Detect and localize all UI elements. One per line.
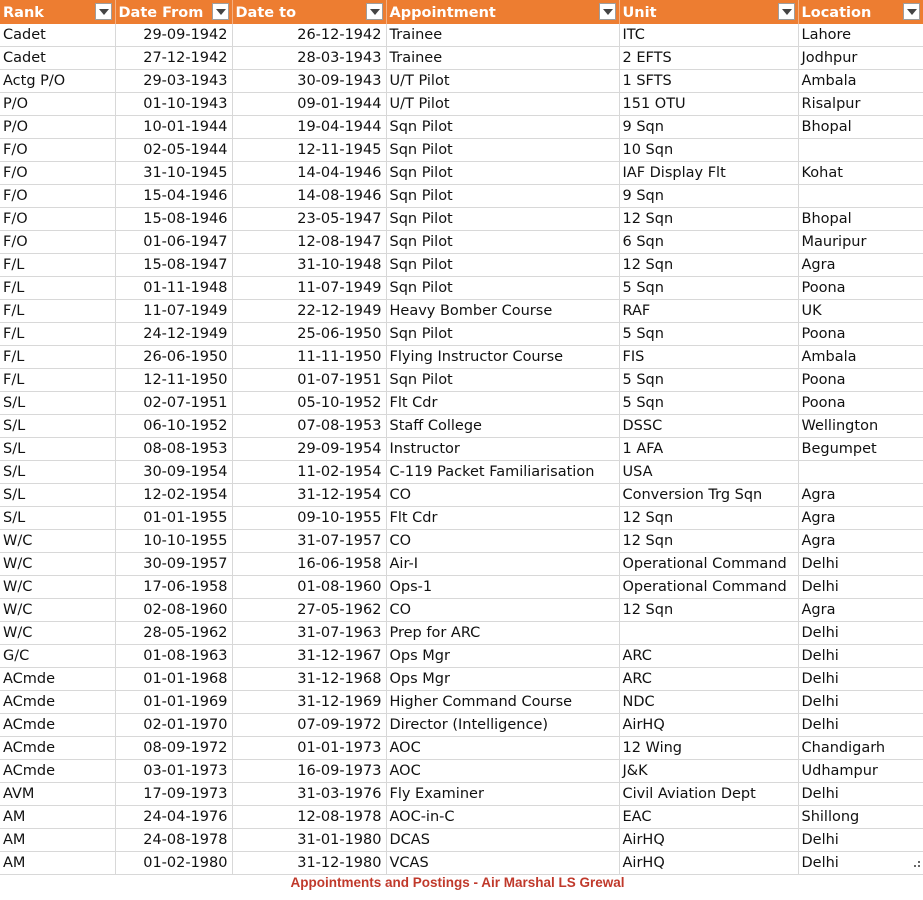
cell-date-to[interactable]: 16-06-1958 bbox=[232, 553, 386, 576]
cell-rank[interactable]: AM bbox=[0, 806, 115, 829]
cell-date-to[interactable]: 16-09-1973 bbox=[232, 760, 386, 783]
cell-appointment[interactable]: Sqn Pilot bbox=[386, 185, 619, 208]
cell-date-to[interactable]: 28-03-1943 bbox=[232, 47, 386, 70]
table-row bbox=[0, 300, 923, 323]
cell-location[interactable]: Agra bbox=[798, 254, 923, 277]
cell-location[interactable] bbox=[798, 185, 923, 208]
cell-rank[interactable]: F/O bbox=[0, 162, 115, 185]
cell-rank[interactable]: W/C bbox=[0, 622, 115, 645]
cell-unit[interactable]: AirHQ bbox=[619, 714, 798, 737]
cell-rank[interactable]: ACmde bbox=[0, 668, 115, 691]
filter-dropdown-icon[interactable] bbox=[599, 3, 616, 20]
table-row bbox=[0, 415, 923, 438]
cell-rank[interactable]: Cadet bbox=[0, 47, 115, 70]
cell-rank[interactable]: S/L bbox=[0, 507, 115, 530]
cell-rank[interactable]: S/L bbox=[0, 415, 115, 438]
cell-appointment[interactable]: AOC bbox=[386, 760, 619, 783]
cell-appointment[interactable]: Sqn Pilot bbox=[386, 254, 619, 277]
cell-appointment[interactable]: Trainee bbox=[386, 47, 619, 70]
cell-date-from[interactable]: 24-08-1978 bbox=[115, 829, 232, 852]
cell-appointment[interactable]: VCAS bbox=[386, 852, 619, 875]
cell-date-from[interactable]: 02-05-1944 bbox=[115, 139, 232, 162]
cell-rank[interactable]: S/L bbox=[0, 461, 115, 484]
cell-date-from[interactable]: 24-04-1976 bbox=[115, 806, 232, 829]
cell-location[interactable]: Bhopal bbox=[798, 116, 923, 139]
cell-rank[interactable]: F/O bbox=[0, 208, 115, 231]
cell-appointment[interactable]: Flt Cdr bbox=[386, 507, 619, 530]
table-row bbox=[0, 599, 923, 622]
cell-appointment[interactable]: Heavy Bomber Course bbox=[386, 300, 619, 323]
cell-date-from[interactable]: 01-06-1947 bbox=[115, 231, 232, 254]
cell-appointment[interactable]: Higher Command Course bbox=[386, 691, 619, 714]
cell-date-to[interactable]: 31-12-1967 bbox=[232, 645, 386, 668]
cell-date-from[interactable]: 11-07-1949 bbox=[115, 300, 232, 323]
cell-date-from[interactable]: 08-09-1972 bbox=[115, 737, 232, 760]
cell-date-from[interactable]: 01-01-1969 bbox=[115, 691, 232, 714]
cell-date-from[interactable]: 31-10-1945 bbox=[115, 162, 232, 185]
cell-location[interactable]: Delhi bbox=[798, 553, 923, 576]
table-caption: Appointments and Postings - Air Marshal LS Grewal bbox=[290, 875, 625, 890]
cell-date-to[interactable]: 31-07-1957 bbox=[232, 530, 386, 553]
cell-appointment[interactable]: Air-I bbox=[386, 553, 619, 576]
cell-unit[interactable]: 5 Sqn bbox=[619, 323, 798, 346]
cell-appointment[interactable]: Flying Instructor Course bbox=[386, 346, 619, 369]
cell-appointment[interactable]: Ops Mgr bbox=[386, 668, 619, 691]
cell-unit[interactable]: Operational Command bbox=[619, 553, 798, 576]
cell-date-to[interactable]: 30-09-1943 bbox=[232, 70, 386, 93]
cell-appointment[interactable]: Sqn Pilot bbox=[386, 139, 619, 162]
cell-rank[interactable]: S/L bbox=[0, 438, 115, 461]
table-row bbox=[0, 208, 923, 231]
cell-unit[interactable]: 9 Sqn bbox=[619, 185, 798, 208]
header-date-to bbox=[232, 0, 386, 24]
table-row bbox=[0, 323, 923, 346]
header-label: Rank bbox=[3, 5, 44, 21]
header-label: Date From bbox=[118, 5, 204, 21]
cell-unit[interactable]: ARC bbox=[619, 645, 798, 668]
cell-date-to[interactable]: 12-08-1978 bbox=[232, 806, 386, 829]
cell-appointment[interactable]: Ops Mgr bbox=[386, 645, 619, 668]
cell-location[interactable]: Ambala bbox=[798, 70, 923, 93]
cell-date-from[interactable]: 15-04-1946 bbox=[115, 185, 232, 208]
cell-rank[interactable]: F/O bbox=[0, 139, 115, 162]
cell-unit[interactable]: USA bbox=[619, 461, 798, 484]
cell-appointment[interactable]: Sqn Pilot bbox=[386, 208, 619, 231]
cell-date-to[interactable]: 14-04-1946 bbox=[232, 162, 386, 185]
cell-date-from[interactable]: 01-02-1980 bbox=[115, 852, 232, 875]
cell-date-from[interactable]: 15-08-1947 bbox=[115, 254, 232, 277]
cell-appointment[interactable]: CO bbox=[386, 599, 619, 622]
cell-rank[interactable]: S/L bbox=[0, 484, 115, 507]
cell-unit[interactable]: AirHQ bbox=[619, 852, 798, 875]
table-row bbox=[0, 783, 923, 806]
cell-rank[interactable]: F/L bbox=[0, 369, 115, 392]
cell-rank[interactable]: AVM bbox=[0, 783, 115, 806]
cell-appointment[interactable]: Flt Cdr bbox=[386, 392, 619, 415]
cell-unit[interactable]: 10 Sqn bbox=[619, 139, 798, 162]
cell-unit[interactable]: 12 Sqn bbox=[619, 254, 798, 277]
cell-date-to[interactable]: 07-09-1972 bbox=[232, 714, 386, 737]
table-row bbox=[0, 369, 923, 392]
cell-appointment[interactable]: Fly Examiner bbox=[386, 783, 619, 806]
cell-rank[interactable]: ACmde bbox=[0, 737, 115, 760]
cell-date-to[interactable]: 11-02-1954 bbox=[232, 461, 386, 484]
cell-appointment[interactable]: CO bbox=[386, 484, 619, 507]
cell-date-from[interactable]: 24-12-1949 bbox=[115, 323, 232, 346]
cell-location[interactable]: Delhi bbox=[798, 783, 923, 806]
cell-date-to[interactable]: 01-08-1960 bbox=[232, 576, 386, 599]
table-row bbox=[0, 461, 923, 484]
cell-date-from[interactable]: 08-08-1953 bbox=[115, 438, 232, 461]
cell-date-to[interactable]: 12-08-1947 bbox=[232, 231, 386, 254]
cell-appointment[interactable]: Sqn Pilot bbox=[386, 277, 619, 300]
cell-date-to[interactable]: 11-07-1949 bbox=[232, 277, 386, 300]
cell-appointment[interactable]: DCAS bbox=[386, 829, 619, 852]
cell-rank[interactable]: ACmde bbox=[0, 714, 115, 737]
cell-date-to[interactable]: 31-12-1969 bbox=[232, 691, 386, 714]
cell-rank[interactable]: ACmde bbox=[0, 691, 115, 714]
cell-appointment[interactable]: Staff College bbox=[386, 415, 619, 438]
cell-appointment[interactable]: Sqn Pilot bbox=[386, 116, 619, 139]
cell-unit[interactable]: RAF bbox=[619, 300, 798, 323]
cell-unit[interactable]: IAF Display Flt bbox=[619, 162, 798, 185]
cell-rank[interactable]: S/L bbox=[0, 392, 115, 415]
cell-date-to[interactable]: 07-08-1953 bbox=[232, 415, 386, 438]
table-row bbox=[0, 47, 923, 70]
cell-unit[interactable]: 12 Sqn bbox=[619, 208, 798, 231]
cell-rank[interactable]: F/L bbox=[0, 323, 115, 346]
table-row bbox=[0, 24, 923, 47]
cell-location[interactable]: Delhi bbox=[798, 691, 923, 714]
cell-location[interactable]: Chandigarh bbox=[798, 737, 923, 760]
cell-location[interactable]: Udhampur bbox=[798, 760, 923, 783]
cell-date-to[interactable]: 31-12-1968 bbox=[232, 668, 386, 691]
cell-location[interactable]: Jodhpur bbox=[798, 47, 923, 70]
cell-date-to[interactable]: 31-12-1980 bbox=[232, 852, 386, 875]
table-row bbox=[0, 645, 923, 668]
cell-date-from[interactable]: 28-05-1962 bbox=[115, 622, 232, 645]
cell-date-from[interactable]: 30-09-1957 bbox=[115, 553, 232, 576]
table-row bbox=[0, 116, 923, 139]
table-row bbox=[0, 530, 923, 553]
cell-location[interactable]: Bhopal bbox=[798, 208, 923, 231]
cell-location[interactable] bbox=[798, 461, 923, 484]
cell-date-to[interactable]: 23-05-1947 bbox=[232, 208, 386, 231]
cell-unit[interactable]: FIS bbox=[619, 346, 798, 369]
cell-date-from[interactable]: 02-08-1960 bbox=[115, 599, 232, 622]
table-row bbox=[0, 852, 923, 875]
cell-appointment[interactable]: Instructor bbox=[386, 438, 619, 461]
cell-rank[interactable]: F/O bbox=[0, 231, 115, 254]
table-row bbox=[0, 622, 923, 645]
cell-date-from[interactable]: 01-01-1955 bbox=[115, 507, 232, 530]
cell-date-from[interactable]: 26-06-1950 bbox=[115, 346, 232, 369]
cell-location[interactable]: Agra bbox=[798, 507, 923, 530]
cell-date-from[interactable]: 29-03-1943 bbox=[115, 70, 232, 93]
cell-rank[interactable]: W/C bbox=[0, 553, 115, 576]
cell-location[interactable]: Shillong bbox=[798, 806, 923, 829]
cell-rank[interactable]: W/C bbox=[0, 576, 115, 599]
cell-date-to[interactable]: 05-10-1952 bbox=[232, 392, 386, 415]
cell-location[interactable]: Wellington bbox=[798, 415, 923, 438]
cell-date-from[interactable]: 17-09-1973 bbox=[115, 783, 232, 806]
cell-location[interactable]: Poona bbox=[798, 323, 923, 346]
table-row bbox=[0, 254, 923, 277]
cell-unit[interactable]: 1 SFTS bbox=[619, 70, 798, 93]
cell-date-from[interactable]: 27-12-1942 bbox=[115, 47, 232, 70]
cell-location[interactable]: UK bbox=[798, 300, 923, 323]
cell-location[interactable]: Ambala bbox=[798, 346, 923, 369]
filter-dropdown-icon[interactable] bbox=[212, 3, 229, 20]
table-row bbox=[0, 806, 923, 829]
cell-unit[interactable]: 12 Wing bbox=[619, 737, 798, 760]
table-row bbox=[0, 231, 923, 254]
cell-appointment[interactable]: Ops-1 bbox=[386, 576, 619, 599]
cell-date-to[interactable]: 31-01-1980 bbox=[232, 829, 386, 852]
table-row bbox=[0, 185, 923, 208]
table-row bbox=[0, 277, 923, 300]
cell-rank[interactable]: F/L bbox=[0, 300, 115, 323]
header-label: Unit bbox=[622, 5, 657, 21]
header-appointment bbox=[386, 0, 619, 24]
header-rank bbox=[0, 0, 115, 24]
table-row bbox=[0, 139, 923, 162]
cell-date-from[interactable]: 12-11-1950 bbox=[115, 369, 232, 392]
table-row bbox=[0, 438, 923, 461]
cell-date-to[interactable]: 22-12-1949 bbox=[232, 300, 386, 323]
cell-appointment[interactable]: U/T Pilot bbox=[386, 93, 619, 116]
cell-date-to[interactable]: 31-10-1948 bbox=[232, 254, 386, 277]
cell-rank[interactable]: Cadet bbox=[0, 24, 115, 47]
table-row bbox=[0, 553, 923, 576]
table-row bbox=[0, 668, 923, 691]
cell-date-to[interactable]: 11-11-1950 bbox=[232, 346, 386, 369]
cell-rank[interactable]: ACmde bbox=[0, 760, 115, 783]
cell-appointment[interactable]: U/T Pilot bbox=[386, 70, 619, 93]
cell-appointment[interactable]: AOC bbox=[386, 737, 619, 760]
cell-rank[interactable]: AM bbox=[0, 829, 115, 852]
table-row bbox=[0, 484, 923, 507]
cell-appointment[interactable]: AOC-in-C bbox=[386, 806, 619, 829]
cell-unit[interactable]: Conversion Trg Sqn bbox=[619, 484, 798, 507]
cell-appointment[interactable]: Prep for ARC bbox=[386, 622, 619, 645]
cell-unit[interactable]: 151 OTU bbox=[619, 93, 798, 116]
cell-date-to[interactable]: 29-09-1954 bbox=[232, 438, 386, 461]
cell-unit[interactable] bbox=[619, 622, 798, 645]
cell-unit[interactable]: 9 Sqn bbox=[619, 116, 798, 139]
cell-location[interactable]: Agra bbox=[798, 484, 923, 507]
cell-date-to[interactable]: 01-01-1973 bbox=[232, 737, 386, 760]
cell-rank[interactable]: F/L bbox=[0, 346, 115, 369]
header-row bbox=[0, 0, 923, 24]
cell-date-from[interactable]: 06-10-1952 bbox=[115, 415, 232, 438]
cell-date-to[interactable]: 31-12-1954 bbox=[232, 484, 386, 507]
cell-date-to[interactable]: 12-11-1945 bbox=[232, 139, 386, 162]
cell-appointment[interactable]: Director (Intelligence) bbox=[386, 714, 619, 737]
header-location bbox=[798, 0, 923, 24]
table-row bbox=[0, 70, 923, 93]
cell-location[interactable]: Delhi bbox=[798, 622, 923, 645]
cell-location[interactable]: Delhi bbox=[798, 645, 923, 668]
cell-appointment[interactable]: Sqn Pilot bbox=[386, 323, 619, 346]
cell-appointment[interactable]: Sqn Pilot bbox=[386, 231, 619, 254]
cell-location[interactable]: Delhi bbox=[798, 852, 923, 875]
cell-unit[interactable]: NDC bbox=[619, 691, 798, 714]
cell-location[interactable]: Delhi bbox=[798, 668, 923, 691]
cell-unit[interactable]: 5 Sqn bbox=[619, 392, 798, 415]
cell-date-to[interactable]: 31-03-1976 bbox=[232, 783, 386, 806]
cell-date-from[interactable]: 10-01-1944 bbox=[115, 116, 232, 139]
header-unit bbox=[619, 0, 798, 24]
cell-date-from[interactable]: 02-07-1951 bbox=[115, 392, 232, 415]
cell-date-from[interactable]: 15-08-1946 bbox=[115, 208, 232, 231]
table-row bbox=[0, 714, 923, 737]
cell-date-to[interactable]: 09-10-1955 bbox=[232, 507, 386, 530]
cell-location[interactable]: Agra bbox=[798, 530, 923, 553]
cell-appointment[interactable]: Trainee bbox=[386, 24, 619, 47]
table-body bbox=[0, 24, 923, 875]
cell-location[interactable]: Delhi bbox=[798, 714, 923, 737]
cell-location[interactable]: Agra bbox=[798, 599, 923, 622]
cell-location[interactable]: Delhi bbox=[798, 576, 923, 599]
cell-location[interactable]: Lahore bbox=[798, 24, 923, 47]
cell-rank[interactable]: F/O bbox=[0, 185, 115, 208]
cell-rank[interactable]: P/O bbox=[0, 93, 115, 116]
cell-date-to[interactable]: 01-07-1951 bbox=[232, 369, 386, 392]
cell-unit[interactable]: Civil Aviation Dept bbox=[619, 783, 798, 806]
cell-location[interactable]: Risalpur bbox=[798, 93, 923, 116]
cell-unit[interactable]: DSSC bbox=[619, 415, 798, 438]
cell-date-to[interactable]: 25-06-1950 bbox=[232, 323, 386, 346]
header-date-from bbox=[115, 0, 232, 24]
cell-rank[interactable]: F/L bbox=[0, 254, 115, 277]
cell-date-to[interactable]: 26-12-1942 bbox=[232, 24, 386, 47]
table-row bbox=[0, 392, 923, 415]
cell-unit[interactable]: 5 Sqn bbox=[619, 277, 798, 300]
cell-unit[interactable]: 12 Sqn bbox=[619, 599, 798, 622]
cell-location[interactable]: Begumpet bbox=[798, 438, 923, 461]
cell-location[interactable]: Mauripur bbox=[798, 231, 923, 254]
cell-rank[interactable]: P/O bbox=[0, 116, 115, 139]
cell-unit[interactable]: 12 Sqn bbox=[619, 507, 798, 530]
cell-rank[interactable]: W/C bbox=[0, 599, 115, 622]
filter-dropdown-icon[interactable] bbox=[366, 3, 383, 20]
cell-unit[interactable]: 12 Sqn bbox=[619, 530, 798, 553]
cell-rank[interactable]: Actg P/O bbox=[0, 70, 115, 93]
table-row bbox=[0, 93, 923, 116]
cell-date-to[interactable]: 31-07-1963 bbox=[232, 622, 386, 645]
cell-location[interactable]: Delhi bbox=[798, 829, 923, 852]
cell-date-from[interactable]: 03-01-1973 bbox=[115, 760, 232, 783]
cell-location[interactable]: Poona bbox=[798, 369, 923, 392]
cell-date-to[interactable]: 19-04-1944 bbox=[232, 116, 386, 139]
cell-location[interactable]: Poona bbox=[798, 277, 923, 300]
cell-location[interactable]: Poona bbox=[798, 392, 923, 415]
cell-unit[interactable]: Operational Command bbox=[619, 576, 798, 599]
cell-appointment[interactable]: CO bbox=[386, 530, 619, 553]
cell-location[interactable]: Kohat bbox=[798, 162, 923, 185]
filter-dropdown-icon[interactable] bbox=[778, 3, 795, 20]
table-row bbox=[0, 162, 923, 185]
table-row bbox=[0, 760, 923, 783]
cell-unit[interactable]: ITC bbox=[619, 24, 798, 47]
cell-date-to[interactable]: 09-01-1944 bbox=[232, 93, 386, 116]
cell-unit[interactable]: 1 AFA bbox=[619, 438, 798, 461]
header-label: Date to bbox=[235, 5, 297, 21]
cell-rank[interactable]: AM bbox=[0, 852, 115, 875]
cell-location[interactable] bbox=[798, 139, 923, 162]
cell-date-from[interactable]: 02-01-1970 bbox=[115, 714, 232, 737]
cell-date-from[interactable]: 01-10-1943 bbox=[115, 93, 232, 116]
cell-unit[interactable]: J&K bbox=[619, 760, 798, 783]
cell-unit[interactable]: 5 Sqn bbox=[619, 369, 798, 392]
cell-date-from[interactable]: 01-08-1963 bbox=[115, 645, 232, 668]
table-row bbox=[0, 737, 923, 760]
resize-grip-icon[interactable] bbox=[914, 861, 920, 867]
cell-unit[interactable]: 2 EFTS bbox=[619, 47, 798, 70]
cell-date-from[interactable]: 17-06-1958 bbox=[115, 576, 232, 599]
filter-dropdown-icon[interactable] bbox=[903, 3, 920, 20]
cell-date-to[interactable]: 27-05-1962 bbox=[232, 599, 386, 622]
header-label: Appointment bbox=[389, 5, 496, 21]
table-row bbox=[0, 346, 923, 369]
filter-dropdown-icon[interactable] bbox=[95, 3, 112, 20]
table-row bbox=[0, 691, 923, 714]
cell-appointment[interactable]: Sqn Pilot bbox=[386, 369, 619, 392]
cell-unit[interactable]: 6 Sqn bbox=[619, 231, 798, 254]
table-row bbox=[0, 507, 923, 530]
cell-date-from[interactable]: 01-01-1968 bbox=[115, 668, 232, 691]
cell-date-from[interactable]: 12-02-1954 bbox=[115, 484, 232, 507]
cell-date-from[interactable]: 29-09-1942 bbox=[115, 24, 232, 47]
cell-date-from[interactable]: 30-09-1954 bbox=[115, 461, 232, 484]
cell-date-to[interactable]: 14-08-1946 bbox=[232, 185, 386, 208]
cell-appointment[interactable]: C-119 Packet Familiarisation bbox=[386, 461, 619, 484]
cell-appointment[interactable]: Sqn Pilot bbox=[386, 162, 619, 185]
header-label: Location bbox=[801, 5, 872, 21]
cell-rank[interactable]: F/L bbox=[0, 277, 115, 300]
cell-rank[interactable]: G/C bbox=[0, 645, 115, 668]
cell-unit[interactable]: ARC bbox=[619, 668, 798, 691]
cell-rank[interactable]: W/C bbox=[0, 530, 115, 553]
cell-date-from[interactable]: 01-11-1948 bbox=[115, 277, 232, 300]
cell-date-from[interactable]: 10-10-1955 bbox=[115, 530, 232, 553]
cell-unit[interactable]: EAC bbox=[619, 806, 798, 829]
cell-unit[interactable]: AirHQ bbox=[619, 829, 798, 852]
table-row bbox=[0, 829, 923, 852]
table-row bbox=[0, 576, 923, 599]
